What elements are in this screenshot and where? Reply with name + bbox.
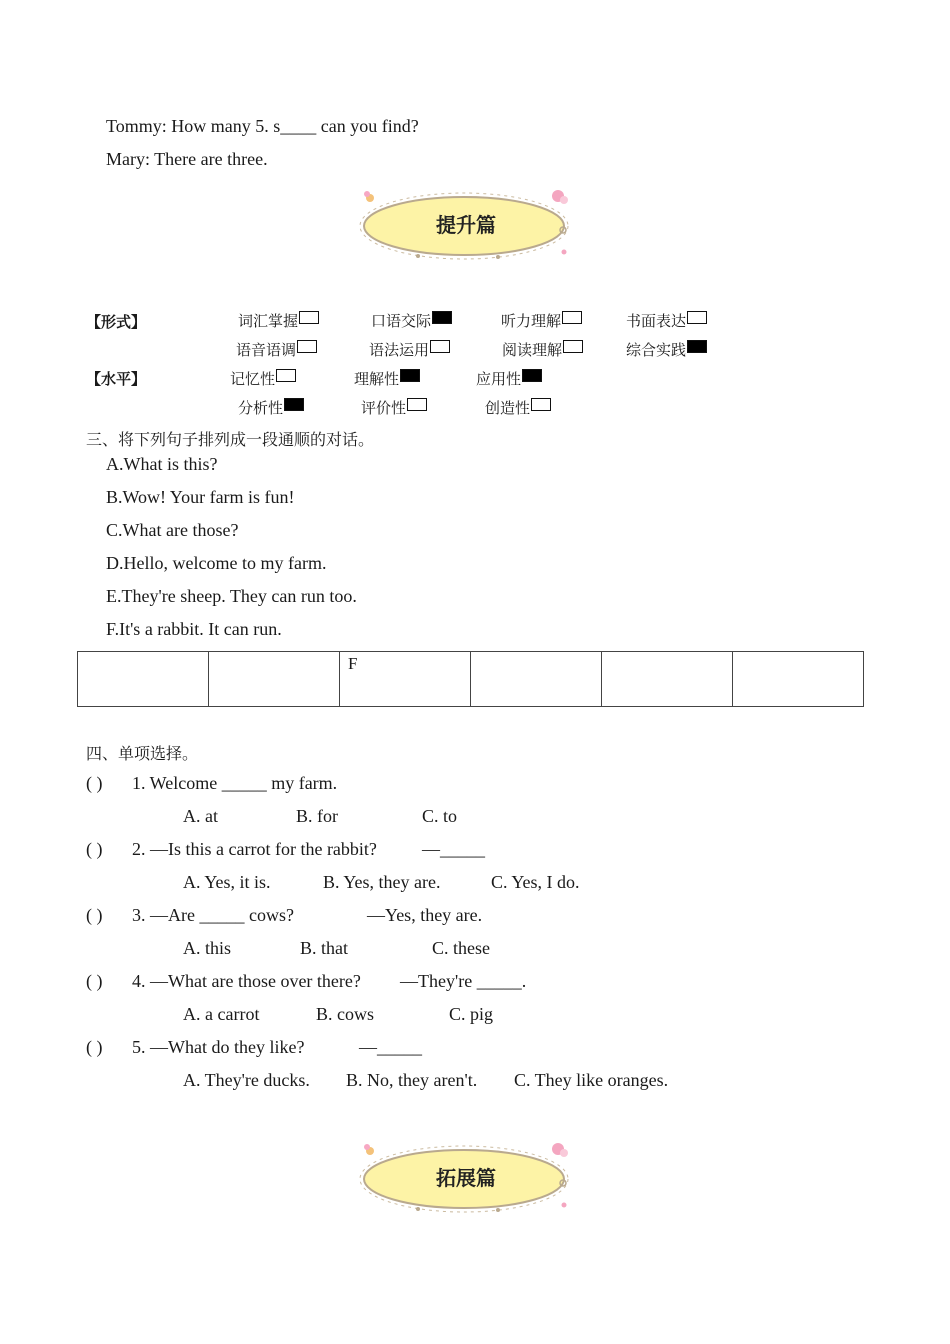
form-item: 语法运用 (369, 339, 450, 360)
level-item: 创造性 (485, 397, 551, 418)
level-item: 评价性 (361, 397, 427, 418)
answer-cell[interactable] (209, 652, 340, 707)
sentence-e: E.They're sheep. They can run too. (106, 586, 357, 606)
form-item: 书面表达 (626, 310, 707, 331)
checkbox-icon (407, 398, 427, 411)
question-reply: —_____ (422, 839, 485, 859)
answer-paren[interactable]: ( ) (86, 905, 103, 925)
question-reply: —Yes, they are. (367, 905, 483, 925)
checkbox-filled-icon (687, 340, 707, 353)
answer-paren[interactable]: ( ) (86, 1037, 103, 1057)
question-stem: 1. Welcome _____ my farm. (132, 773, 338, 793)
banner-extension (358, 1139, 574, 1219)
dialogue-line-tommy: Tommy: How many 5. s____ can you find? (106, 116, 419, 136)
level-item: 应用性 (476, 368, 542, 389)
answer-cell[interactable] (733, 652, 864, 707)
answer-paren[interactable]: ( ) (86, 839, 103, 859)
option: C. Yes, I do. (491, 872, 580, 892)
question-stem: 4. —What are those over there? (132, 971, 361, 991)
sentence-f: F.It's a rabbit. It can run. (106, 619, 282, 639)
option: B. No, they aren't. (346, 1070, 478, 1090)
form-item: 听力理解 (501, 310, 582, 331)
checkbox-icon (276, 369, 296, 382)
question-stem: 5. —What do they like? (132, 1037, 305, 1057)
form-item: 词汇掌握 (238, 310, 319, 331)
question-stem: 2. —Is this a carrot for the rabbit? (132, 839, 377, 859)
option: C. these (432, 938, 490, 958)
option: B. Yes, they are. (323, 872, 441, 892)
section4-title: 四、单项选择。 (86, 744, 199, 763)
checkbox-filled-icon (284, 398, 304, 411)
banner-title: 拓展篇 (436, 1166, 496, 1190)
checkbox-icon (687, 311, 707, 324)
answer-cell[interactable]: F (340, 652, 471, 707)
checkbox-icon (299, 311, 319, 324)
sentence-d: D.Hello, welcome to my farm. (106, 553, 327, 573)
sentence-b: B.Wow! Your farm is fun! (106, 487, 295, 507)
checkbox-icon (430, 340, 450, 353)
question-stem: 3. —Are _____ cows? (132, 905, 294, 925)
option: B. for (296, 806, 338, 826)
option: A. Yes, it is. (183, 872, 271, 892)
option: A. They're ducks. (183, 1070, 310, 1090)
option: C. pig (449, 1004, 494, 1024)
answer-cell[interactable] (78, 652, 209, 707)
option: B. cows (316, 1004, 374, 1024)
banner-title: 提升篇 (436, 213, 496, 237)
option: A. a carrot (183, 1004, 260, 1024)
level-item: 理解性 (354, 368, 420, 389)
checkbox-filled-icon (522, 369, 542, 382)
form-item: 综合实践 (626, 339, 707, 360)
form-item: 阅读理解 (502, 339, 583, 360)
level-item: 记忆性 (230, 368, 296, 389)
level-label: 【水平】 (86, 370, 147, 388)
option: C. to (422, 806, 458, 826)
sentence-a: A.What is this? (106, 454, 218, 474)
sentence-c: C.What are those? (106, 520, 239, 540)
answer-paren[interactable]: ( ) (86, 773, 103, 793)
form-item: 口语交际 (371, 310, 452, 331)
answer-cell[interactable] (602, 652, 733, 707)
form-label: 【形式】 (86, 313, 147, 331)
option: B. that (300, 938, 348, 958)
level-item: 分析性 (238, 397, 304, 418)
option: A. at (183, 806, 218, 826)
option: C. They like oranges. (514, 1070, 669, 1090)
banner-upgrade (358, 186, 574, 266)
form-item: 语音语调 (236, 339, 317, 360)
checkbox-icon (531, 398, 551, 411)
answer-paren[interactable]: ( ) (86, 971, 103, 991)
answer-table (77, 651, 864, 707)
checkbox-icon (563, 340, 583, 353)
answer-cell[interactable] (471, 652, 602, 707)
question-reply: —They're _____. (400, 971, 527, 991)
dialogue-line-mary: Mary: There are three. (106, 149, 268, 169)
checkbox-filled-icon (432, 311, 452, 324)
option: A. this (183, 938, 232, 958)
section3-title: 三、将下列句子排列成一段通顺的对话。 (86, 430, 375, 449)
checkbox-icon (297, 340, 317, 353)
checkbox-filled-icon (400, 369, 420, 382)
checkbox-icon (562, 311, 582, 324)
question-reply: —_____ (359, 1037, 422, 1057)
